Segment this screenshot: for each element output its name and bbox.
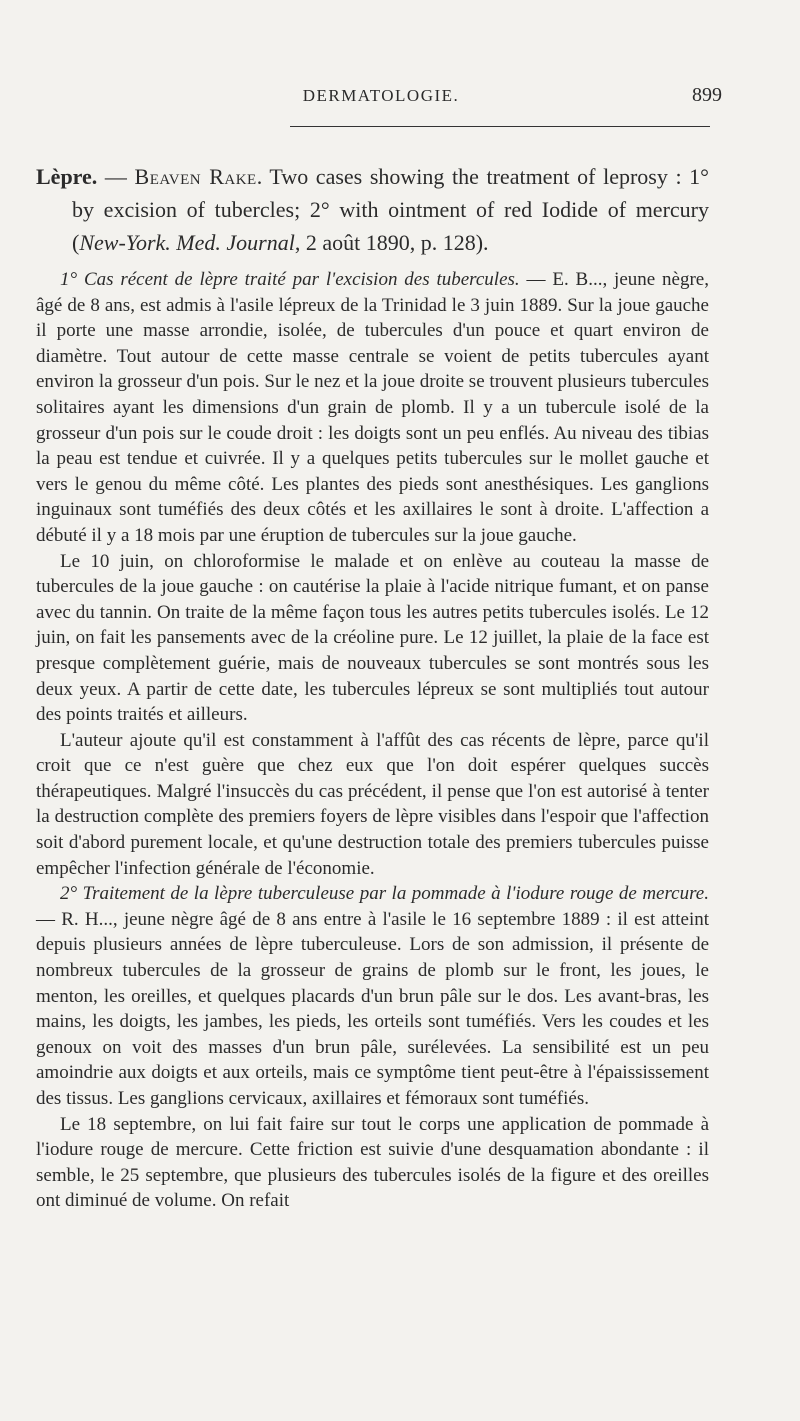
article-body	[36, 160, 709, 1214]
case2-paragraph-2: Le 18 septembre, on lui fait faire sur tout le corps une application de pommade à l'iodure rouge de mercure. Cette friction est suivie d'une desquamation abondante : il semble, le 25 septembre, que plusieurs des tubercules isolés de la figure et des oreilles ont diminué de volume. On refait	[36, 1113, 709, 1212]
running-title: DERMATOLOGIE.	[302, 86, 460, 105]
case1-paragraph-1	[36, 267, 709, 549]
case2-paragraph-1	[36, 881, 709, 1111]
page-number: 899	[692, 84, 722, 106]
title-dash: —	[97, 164, 135, 189]
case1-intro: — E. B..., jeune nègre, âgé de 8 ans, est admis à l'asile lépreux de la Trinidad le 3 juin 1889. Sur la joue gauche il porte une masse arrondie, isolée, de tubercules d'un pouce et quart environ de diamètre. Tout autour de cette masse centrale se voient de petits tubercules ayant environ la grosseur d'un pois. Sur le nez et la joue droite se trouvent plusieurs tubercules solitaires ayant les dimensions d'un grain de plomb. Il y a un tubercule isolé de la grosseur d'un pois sur le coude droit : les doigts sont un peu enflés. Au niveau des tibias la peau est tendue et cuivrée. Il y a quelques petits tubercules sur le mollet gauche et vers le genou du même côté. Les plantes des pieds sont anesthésiques. Les ganglions inguinaux sont tuméfiés des deux côtés et les axillaires le sont à droite. L'affection a débuté il y a 18 mois par une éruption de tubercules sur la joue gauche.	[36, 269, 709, 546]
author-names: Beaven Rake	[134, 164, 257, 189]
case2-heading: 2° Traitement de la lèpre tuberculeuse par la pommade à l'iodure rouge de mercure.	[60, 883, 709, 905]
case1-heading: 1° Cas récent de lèpre traité par l'excision des tubercules.	[60, 269, 520, 290]
article-title	[36, 160, 709, 259]
header-rule	[290, 126, 710, 127]
case2-intro: — R. H..., jeune nègre âgé de 8 ans entre à l'asile le 16 septembre 1889 : il est atteint depuis plusieurs années de lèpre tuberculeuse. Lors de son admission, il présente de nombreux tubercules de la grosseur de grains de plomb sur le front, les joues, le menton, les oreilles, et quelques placards d'un brun pâle sur le dos. Les avant-bras, les mains, les doigts, les jambes, les pieds, les orteils sont tuméfiés. Vers les coudes et les genoux on voit des masses d'un brun pâle, surélevées. La sensibilité est un peu amoindrie aux doigts et aux orteils, mais ce symptôme tient peut-être à l'épaississement des tissus. Les ganglions cervicaux, axillaires et fémoraux sont tuméfiés.	[36, 908, 709, 1109]
page-header	[40, 86, 722, 114]
title-text: . Two cases showing the treatment of leprosy : 1° by excision of tubercles; 2° with ointment of red Iodide of mercury (	[72, 164, 709, 255]
case1-paragraph-3: L'auteur ajoute qu'il est constamment à l'affût des cas récents de lèpre, parce qu'il croit que ce n'est guère que chez eux que l'on doit espérer quelques succès thérapeutiques. Malgré l'insuccès du cas précédent, il pense que l'on est autorisé à tenter la destruction complète des premiers foyers de lèpre visibles dans l'espoir que l'affection soit d'abord purement locale, et qu'une destruction totale des premiers tubercules puisse empêcher l'infection générale de l'économie.	[36, 729, 709, 879]
case1-paragraph-2: Le 10 juin, on chloroformise le malade et on enlève au couteau la masse de tubercules de la joue gauche : on cautérise la plaie à l'acide nitrique fumant, et on panse avec du tannin. On traite de la même façon tous les autres petits tubercules isolés. Le 12 juin, on fait les pansements avec de la créoline pure. Le 12 juillet, la plaie de la face est presque complètement guérie, mais de nouveaux tubercules se sont montrés sous les deux yeux. A partir de cette date, les tubercules lépreux se sont multipliés tout autour des points traités et ailleurs.	[36, 550, 709, 726]
source-details: , 2 août 1890, p. 128).	[294, 230, 489, 255]
subject-tag: Lèpre.	[36, 164, 98, 189]
source-journal: New-York. Med. Journal	[79, 230, 295, 255]
